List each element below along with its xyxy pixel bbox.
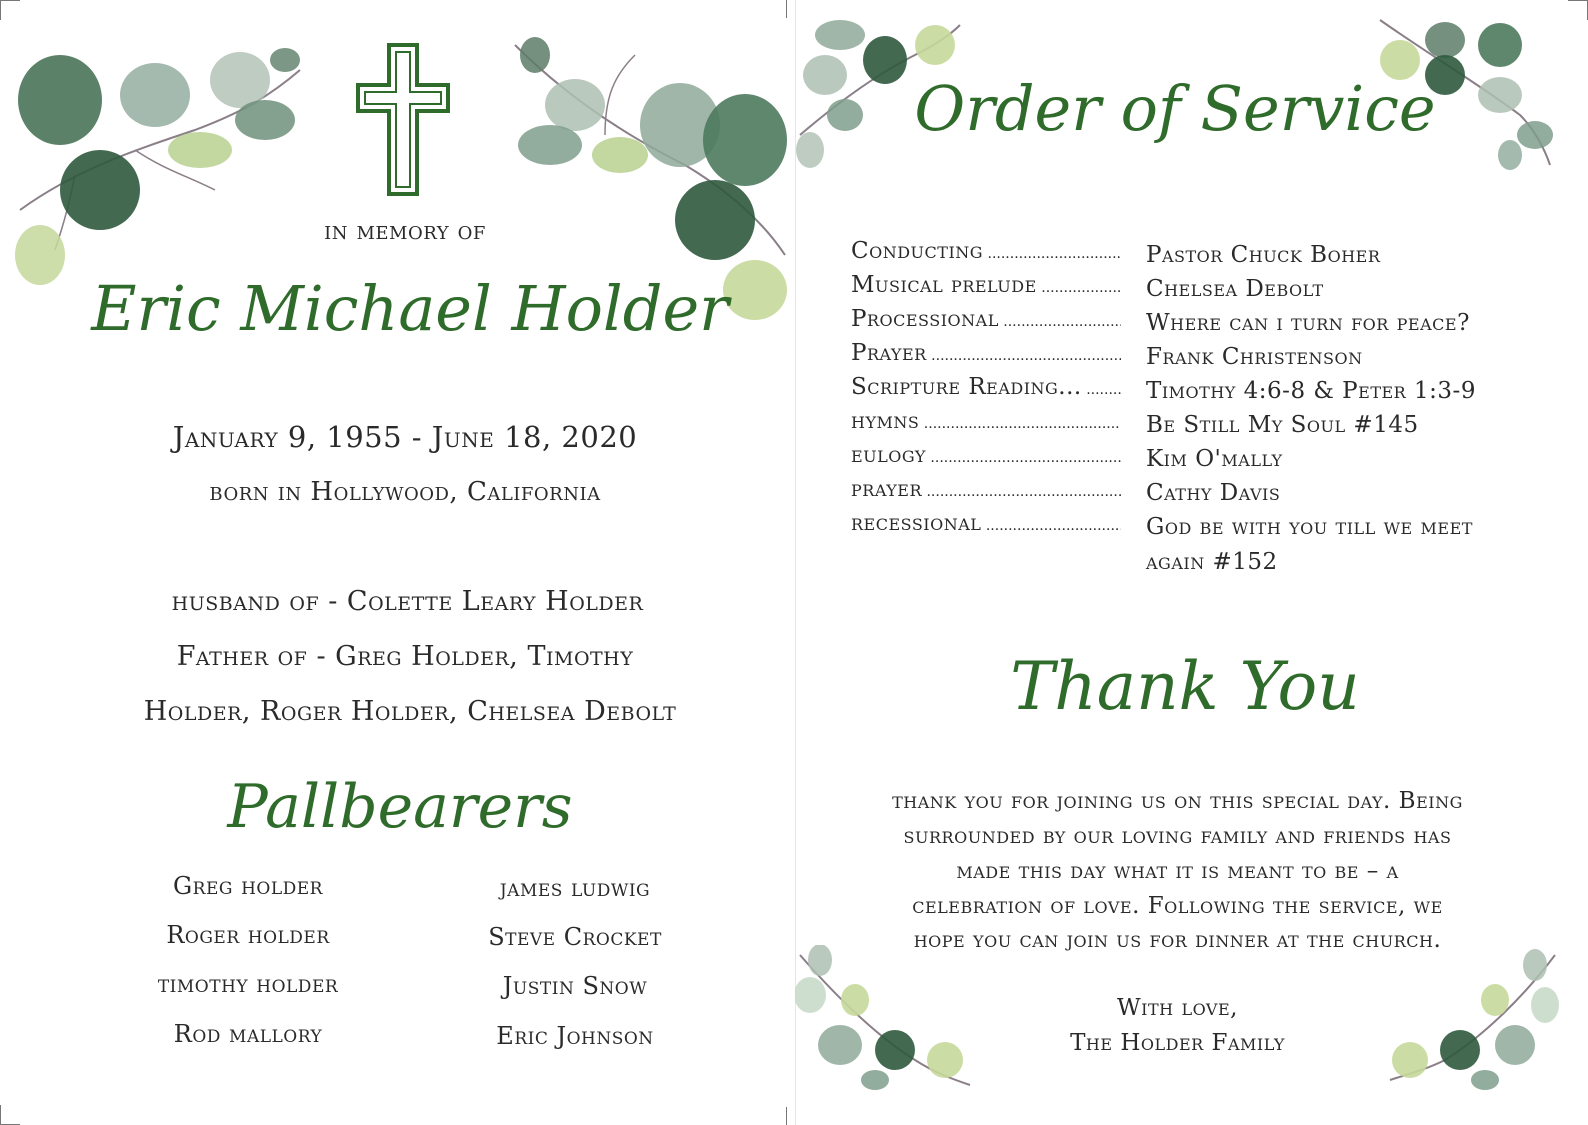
order-item-value: Timothy 4:6-8 & Peter 1:3-9: [1146, 378, 1476, 404]
family-line: husband of - Colette Leary Holder: [171, 586, 644, 617]
order-item: [851, 306, 1551, 340]
order-item-value: Chelsea Debolt: [1146, 276, 1324, 302]
eucalyptus-branch-bottom-left: [795, 945, 975, 1095]
family-line: Father of - Greg Holder, Timothy: [176, 641, 634, 672]
order-item-value: Pastor Chuck Boher: [1146, 242, 1381, 268]
in-memory-of: in memory of: [324, 216, 486, 245]
eucalyptus-branch-bottom-right: [1385, 945, 1560, 1095]
life-dates: January 9, 1955 - June 18, 2020: [172, 420, 638, 454]
order-item: [851, 238, 1551, 272]
order-item-value: Kim O'mally: [1146, 446, 1283, 472]
sign-off: With love,: [1117, 995, 1238, 1021]
order-item-label: Scripture Reading... .....: [851, 374, 1121, 400]
thank-you-line: hope you can join us for dinner at the church.: [913, 927, 1442, 953]
order-item: [851, 408, 1551, 442]
order-item-label: recessional .....: [851, 510, 1121, 536]
order-item-label: Musical prelude .....: [851, 272, 1121, 298]
pallbearer: timothy holder: [157, 970, 339, 998]
family-signature: The Holder Family: [1070, 1030, 1285, 1056]
order-item-label: prayer .....: [851, 476, 1121, 502]
deceased-name: Eric Michael Holder: [91, 272, 729, 345]
cross-icon: [356, 43, 450, 196]
pallbearer: Steve Crocket: [488, 923, 662, 951]
pallbearer: Eric Johnson: [496, 1022, 654, 1050]
order-item-label: eulogy .....: [851, 442, 1121, 468]
order-item: [851, 340, 1551, 374]
thank-you-line: celebration of love. Following the service, we: [912, 893, 1443, 919]
family-line: Holder, Roger Holder, Chelsea Debolt: [143, 696, 677, 727]
pallbearer: Rod mallory: [173, 1020, 323, 1048]
order-item-value: Be Still My Soul #145: [1146, 412, 1419, 438]
order-item-label: Conducting .....: [851, 238, 1121, 264]
pallbearer: Justin Snow: [502, 972, 648, 1000]
order-item: [851, 476, 1551, 510]
thank-you-line: thank you for joining us on this special day. Being: [892, 788, 1463, 814]
order-item-value: God be with you till we meet again #152: [1146, 514, 1473, 575]
order-item: [851, 442, 1551, 476]
order-of-service-title: Order of Service: [914, 72, 1436, 145]
order-item-label: hymns .....: [851, 408, 1121, 434]
pallbearer: james ludwig: [499, 874, 651, 902]
service-panel: [795, 0, 1588, 1125]
eucalyptus-branch-top-left: [15, 40, 315, 300]
order-item: [851, 272, 1551, 306]
thank-you-line: made this day what it is meant to be – a: [956, 858, 1399, 884]
thank-you-title: Thank You: [1010, 648, 1360, 725]
order-item-label: Processional .....: [851, 306, 1121, 332]
pallbearer: Roger holder: [166, 921, 330, 949]
order-item: [851, 510, 1551, 580]
pallbearer: Greg holder: [173, 872, 323, 900]
order-item: [851, 374, 1551, 408]
order-item-label: Prayer .....: [851, 340, 1121, 366]
thank-you-line: surrounded by our loving family and friends has: [903, 823, 1452, 849]
birthplace: born in Hollywood, California: [209, 477, 601, 507]
order-item-value: Frank Christenson: [1146, 344, 1363, 370]
pallbearers-title: Pallbearers: [227, 772, 573, 842]
order-item-value: Cathy Davis: [1146, 480, 1281, 506]
order-item-value: Where can i turn for peace?: [1146, 310, 1470, 336]
